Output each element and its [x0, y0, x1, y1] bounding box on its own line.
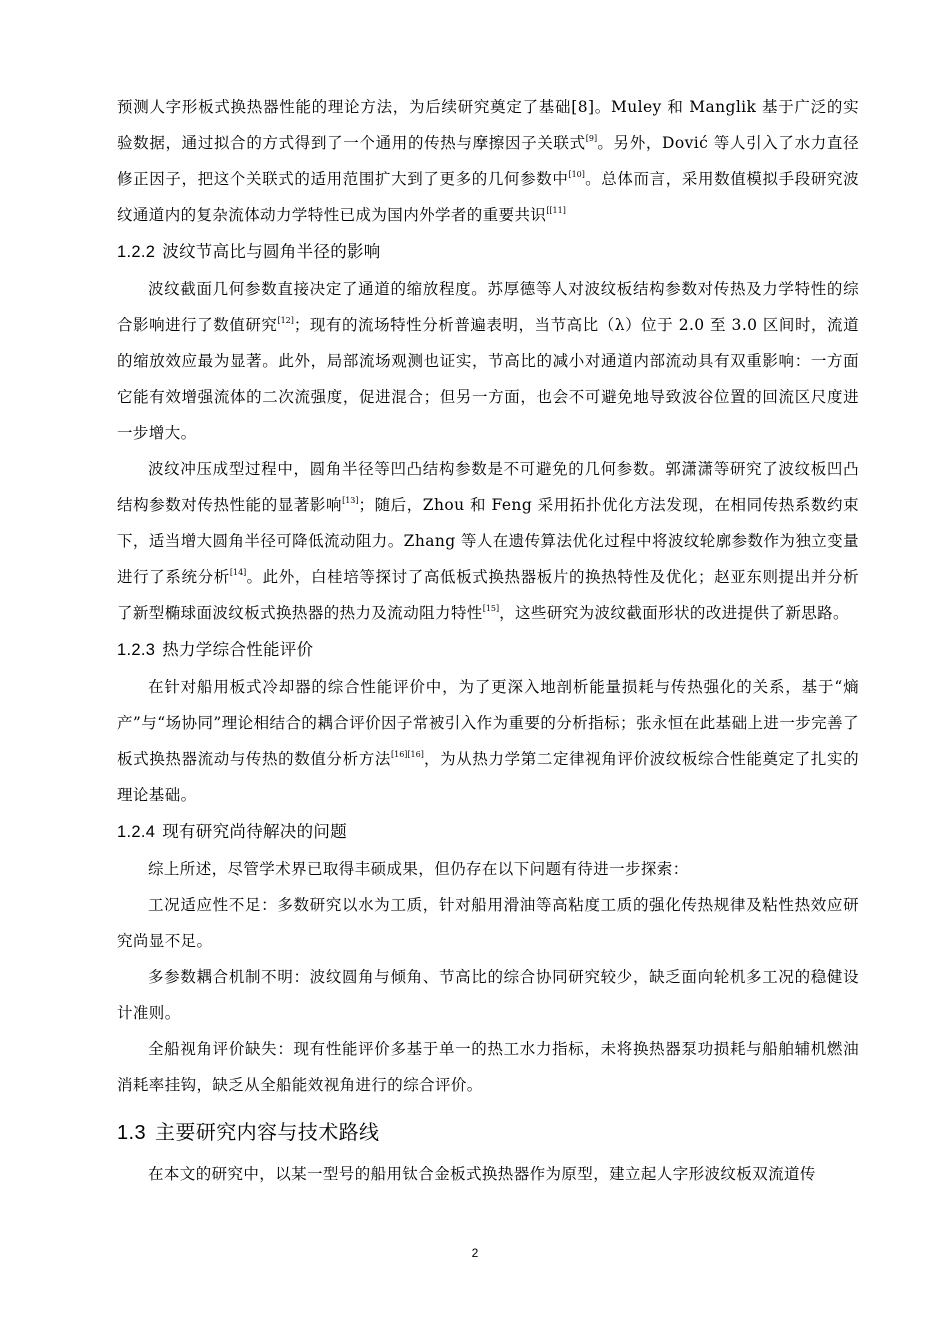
paragraph-fillet-radius — [117, 451, 859, 631]
citation: [[11] — [546, 206, 566, 215]
citation: [16][16] — [390, 750, 424, 759]
section-number: 1.2.2 — [117, 243, 156, 261]
citation: [12] — [277, 316, 294, 325]
section-heading-1-2-2 — [117, 235, 859, 269]
citation: [9] — [585, 134, 598, 143]
section-title: 热力学综合性能评价 — [162, 640, 314, 659]
paragraph-intro-continued — [117, 89, 859, 233]
paragraph-text: 。总体而言，采用数值模拟手段研究波纹通道内的复杂流体动力学特性已成为国内外学者的重要共识 — [117, 170, 859, 224]
paragraph-text: 波纹截面几何参数直接决定了通道的缩放程度。苏厚德等人对波纹板结构参数对传热及力学特性的综合影响进行了数值研究 — [117, 280, 859, 334]
paragraph-pitch-height-ratio — [117, 271, 859, 451]
citation: [14] — [229, 568, 247, 577]
citation: [10] — [568, 170, 585, 179]
section-heading-1-2-3 — [117, 633, 859, 667]
paragraph-text: ，这些研究为波纹截面形状的改进提供了新思路。 — [499, 604, 849, 622]
section-number: 1.3 — [117, 1122, 147, 1144]
section-number: 1.2.4 — [117, 823, 156, 841]
paragraph-summary: 综上所述，尽管学术界已取得丰硕成果，但仍存在以下问题有待进一步探索： — [148, 860, 689, 878]
paragraph-problem-parameter-coupling: 多参数耦合机制不明：波纹圆角与倾角、节高比的综合协同研究较少，缺乏面向轮机多工况的稳健设计准则。 — [117, 968, 859, 1022]
section-heading-1-2-4 — [117, 815, 859, 849]
page-number: 2 — [471, 1246, 479, 1260]
section-title: 波纹节高比与圆角半径的影响 — [162, 242, 381, 261]
paragraph-text: ，为从热力学第二定律视角评价波纹板综合性能奠定了扎实的理论基础。 — [117, 750, 859, 804]
paragraph-text: 。此外，白桂培等探讨了高低板式换热器板片的换热特性及优化；赵亚东则提出并分析了新型椭球面波纹板式换热器的热力及流动阻力特性 — [117, 568, 859, 622]
paragraph-text: ；随后，Zhou 和 Feng 采用拓扑优化方法发现，在相同传热系数约束下，适当增大圆角半径可降低流动阻力。Zhang 等人在遗传算法优化过程中将波纹轮廓参数作为独立变量进行了系统分析 — [117, 496, 859, 586]
paragraph-problem-ship-evaluation: 全船视角评价缺失：现有性能评价多基于单一的热工水力指标，未将换热器泵功损耗与船舶辅机燃油消耗率挂钩，缺乏从全船能效视角进行的综合评价。 — [117, 1040, 859, 1094]
paragraph-text: 在针对船用板式冷却器的综合性能评价中，为了更深入地剖析能量损耗与传热强化的关系，基于“熵产”与“场协同”理论相结合的耦合评价因子常被引入作为重要的分析指标；张永恒在此基础上进一步完善了板式换热器流动与传热的数值分析方法 — [117, 678, 859, 768]
section-title: 主要研究内容与技术路线 — [155, 1120, 380, 1144]
page-body — [117, 89, 859, 1192]
paragraph-text: 预测人字形板式换热器性能的理论方法，为后续研究奠定了基础[8]。Muley 和 Manglik 基于广泛的实验数据，通过拟合的方式得到了一个通用的传热与摩擦因子关联式 — [117, 98, 859, 152]
paragraph-text: 波纹冲压成型过程中，圆角半径等凹凸结构参数是不可避免的几何参数。郭潇潇等研究了波纹板凹凸结构参数对传热性能的显著影响 — [117, 460, 859, 514]
paragraph-text: 。另外，Dović 等人引入了水力直径修正因子，把这个关联式的适用范围扩大到了更多的几何参数中 — [117, 134, 859, 188]
paragraph-problem-working-condition: 工况适应性不足：多数研究以水为工质，针对船用滑油等高粘度工质的强化传热规律及粘性热效应研究尚显不足。 — [117, 896, 859, 950]
paragraph-text: ；现有的流场特性分析普遍表明，当节高比（λ）位于 2.0 至 3.0 区间时，流道的缩放效应最为显著。此外，局部流场观测也证实，节高比的减小对通道内部流动具有双重影响：一方面它能有效增强流体的二次流强度，促进混合；但另一方面，也会不可避免地导致波谷位置的回流区尺度进一步增大。 — [117, 316, 859, 442]
paragraph-research-content: 在本文的研究中，以某一型号的船用钛合金板式换热器作为原型，建立起人字形波纹板双流道传 — [148, 1165, 816, 1183]
section-number: 1.2.3 — [117, 641, 156, 659]
section-title: 现有研究尚待解决的问题 — [162, 822, 348, 841]
paragraph-thermodynamic-evaluation — [117, 669, 859, 813]
citation: [13] — [342, 496, 359, 505]
section-heading-1-3 — [117, 1115, 859, 1150]
citation: [15] — [482, 604, 500, 613]
